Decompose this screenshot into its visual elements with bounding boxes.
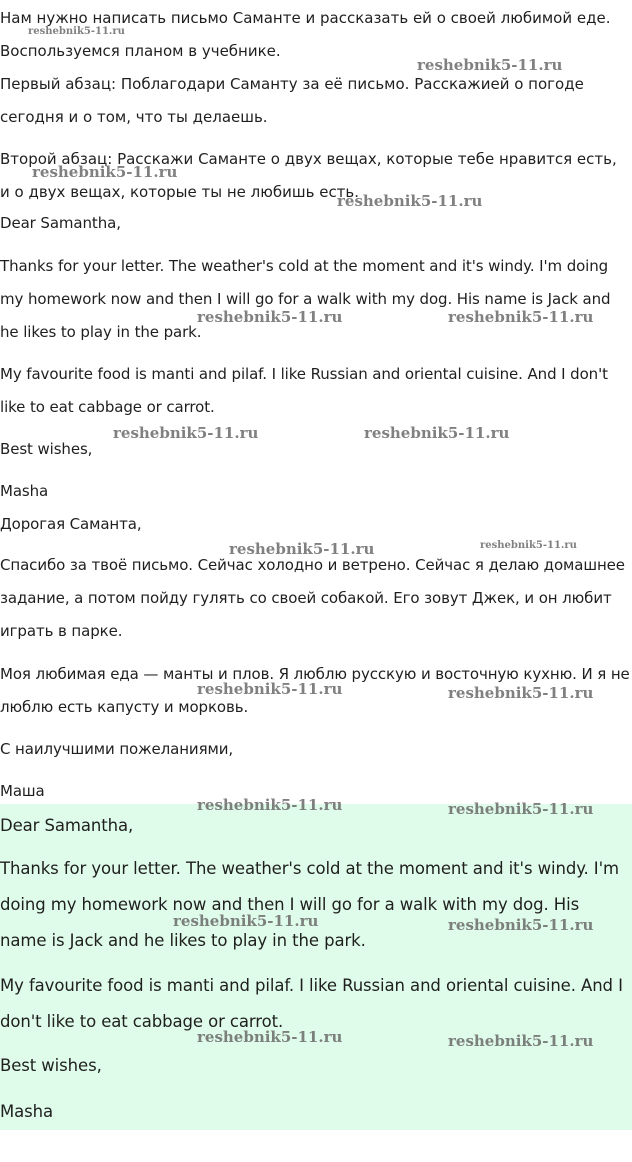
watermark: reshebnik5-11.ru: [229, 540, 375, 558]
watermark: reshebnik5-11.ru: [364, 424, 510, 442]
watermark: reshebnik5-11.ru: [480, 540, 577, 551]
intro-line-2: Воспользуемся планом в учебнике.: [0, 42, 281, 60]
intro-paragraph-1: Первый абзац: Поблагодари Саманту за её письмо. Расскажией о погоде сегодня и о том, что ты делаешь.: [0, 75, 584, 126]
watermark: reshebnik5-11.ru: [448, 916, 594, 934]
letter-ru-signature: Маша: [0, 782, 45, 800]
watermark: reshebnik5-11.ru: [32, 163, 178, 181]
watermark: reshebnik5-11.ru: [448, 308, 594, 326]
letter-ru-closing: С наилучшими пожеланиями,: [0, 740, 234, 758]
letter-box-signature: Masha: [0, 1102, 54, 1121]
letter-box-paragraph-2: My favourite food is manti and pilaf. I like Russian and oriental cuisine. And I don't like to eat cabbage or carrot.: [0, 976, 623, 1031]
watermark: reshebnik5-11.ru: [448, 800, 594, 818]
letter-box-greeting: Dear Samantha,: [0, 816, 134, 835]
watermark: reshebnik5-11.ru: [197, 308, 343, 326]
watermark: reshebnik5-11.ru: [337, 192, 483, 210]
letter-en-greeting: Dear Samantha,: [0, 214, 121, 232]
watermark: reshebnik5-11.ru: [417, 56, 563, 74]
watermark: reshebnik5-11.ru: [197, 680, 343, 698]
answer-box: [0, 804, 632, 1130]
watermark: reshebnik5-11.ru: [448, 1032, 594, 1050]
letter-ru-paragraph-1: Спасибо за твоё письмо. Сейчас холодно и ветрено. Сейчас я делаю домашнее задание, а потом пойду гулять со своей собакой. Его зовут Джек, и он любит играть в парке.: [0, 556, 625, 640]
letter-box-closing: Best wishes,: [0, 1056, 102, 1075]
letter-en-signature: Masha: [0, 482, 49, 500]
letter-en-closing: Best wishes,: [0, 440, 93, 458]
letter-en-paragraph-1: Thanks for your letter. The weather's cold at the moment and it's windy. I'm doing my homework now and then I will go for a walk with my dog. His name is Jack and he likes to play in the park.: [0, 257, 611, 341]
letter-box-paragraph-1: Thanks for your letter. The weather's cold at the moment and it's windy. I'm doing my homework now and then I will go for a walk with my dog. His name is Jack and he likes to play in the park.: [0, 859, 619, 950]
watermark: reshebnik5-11.ru: [448, 684, 594, 702]
letter-ru-greeting: Дорогая Саманта,: [0, 515, 142, 533]
letter-en-paragraph-2: My favourite food is manti and pilaf. I like Russian and oriental cuisine. And I don't like to eat cabbage or carrot.: [0, 365, 608, 416]
watermark: reshebnik5-11.ru: [197, 796, 343, 814]
watermark: reshebnik5-11.ru: [28, 26, 125, 37]
watermark: reshebnik5-11.ru: [197, 1028, 343, 1046]
watermark: reshebnik5-11.ru: [173, 912, 319, 930]
letter-ru-paragraph-2: Моя любимая еда — манты и плов. Я люблю русскую и восточную кухню. И я не люблю есть капусту и морковь.: [0, 665, 630, 716]
intro-line-1: Нам нужно написать письмо Саманте и рассказать ей о своей любимой еде.: [0, 9, 611, 27]
watermark: reshebnik5-11.ru: [113, 424, 259, 442]
intro-paragraph-2: Второй абзац: Расскажи Саманте о двух вещах, которые тебе нравится есть, и о двух вещах, которые ты не любишь есть.: [0, 150, 617, 201]
